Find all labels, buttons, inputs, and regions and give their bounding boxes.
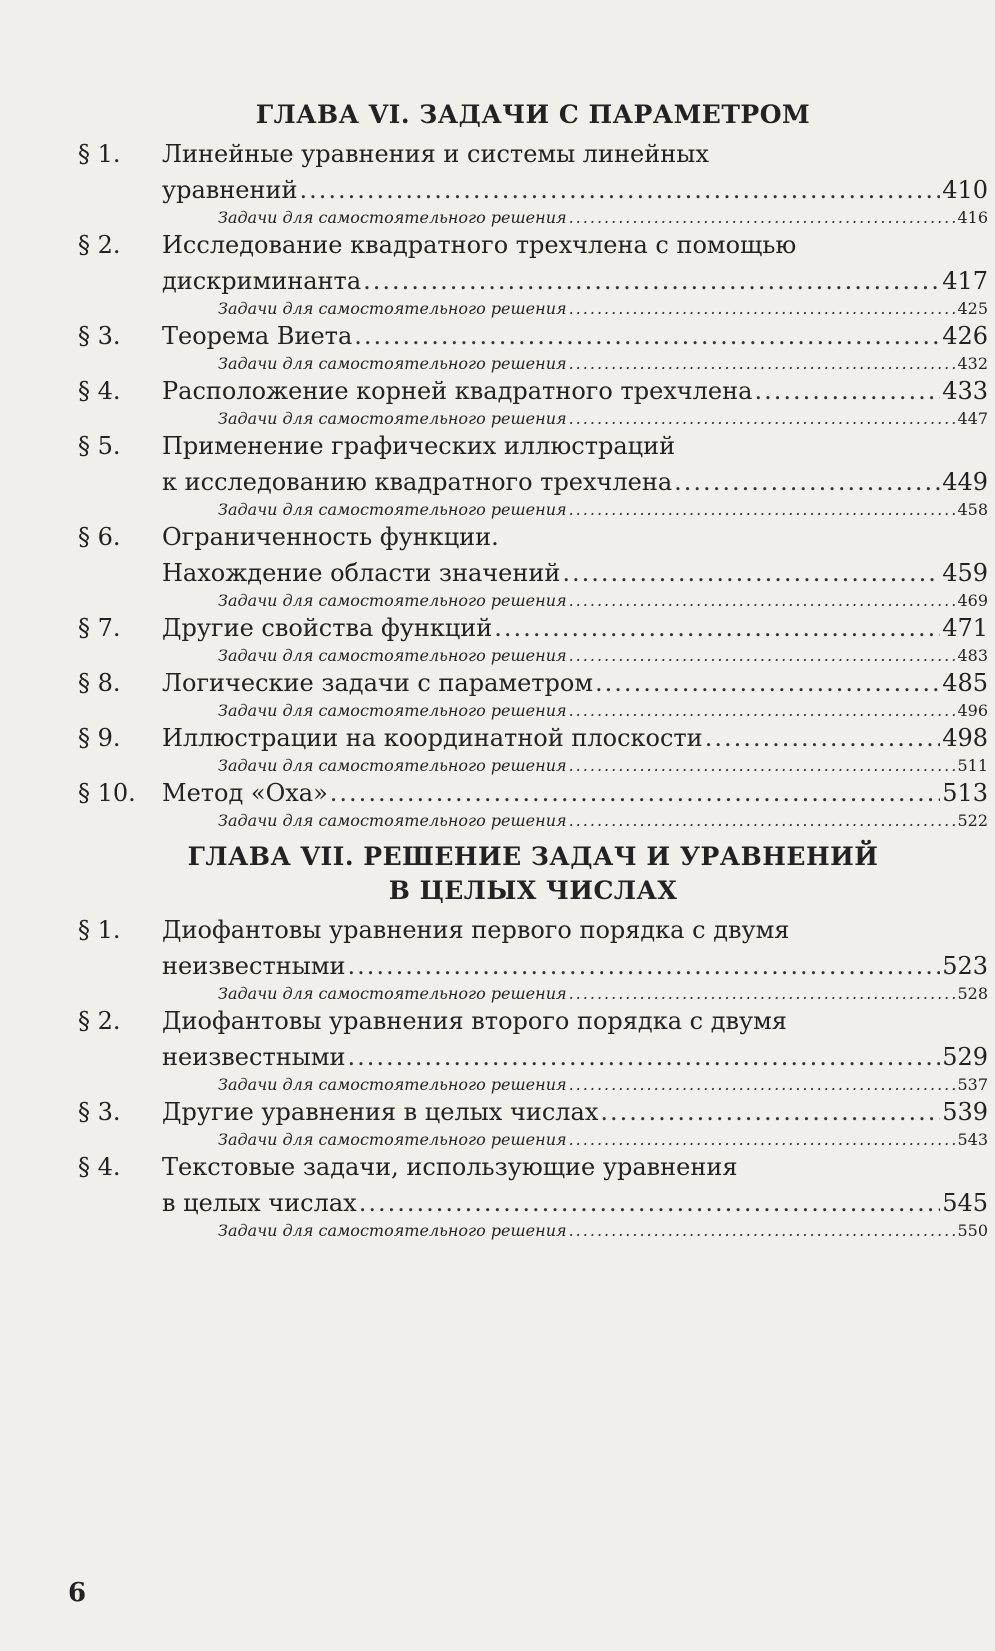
dot-leader [354, 318, 940, 354]
dot-leader [569, 984, 956, 1003]
page-ref: 471 [942, 614, 988, 642]
exercises-label: Задачи для самостоятельного решения [218, 756, 567, 775]
section-number: § 1. [78, 916, 121, 944]
page-ref: 511 [957, 756, 988, 775]
section-title-lead: Применение графических иллюстраций [162, 432, 676, 460]
page-ref: 432 [957, 354, 988, 373]
page-ref: 417 [942, 267, 988, 295]
page-ref: 528 [957, 984, 988, 1003]
exercises-entry [78, 984, 988, 1003]
exercises-entry [78, 811, 988, 830]
dot-leader [600, 1094, 940, 1130]
toc-entry-ch6-s5 [78, 428, 988, 500]
section-number: § 5. [78, 432, 121, 460]
section-number: § 1. [78, 140, 121, 168]
dot-leader [569, 1221, 956, 1240]
section-title: Другие уравнения в целых числах [162, 1098, 599, 1126]
page-ref: 469 [957, 591, 988, 610]
dot-leader [363, 263, 940, 299]
page-ref: 433 [942, 377, 988, 405]
section-title: Теорема Виета [162, 322, 353, 350]
dot-leader [347, 948, 940, 984]
section-title: дискриминанта [162, 267, 362, 295]
toc-entry-ch7-s3 [78, 1094, 988, 1130]
chapter-7-title [78, 840, 988, 908]
section-title: Расположение корней квадратного трехчлена [162, 377, 753, 405]
toc-entry-ch6-s4 [78, 373, 988, 409]
exercises-entry [78, 299, 988, 318]
page-ref: 545 [942, 1189, 988, 1217]
section-title-lead: Диофантовы уравнения первого порядка с двумя [162, 916, 790, 944]
section-title-lead: Ограниченность функции. [162, 523, 499, 551]
dot-leader [562, 555, 940, 591]
dot-leader [569, 591, 956, 610]
exercises-entry [78, 354, 988, 373]
exercises-label: Задачи для самостоятельного решения [218, 208, 567, 227]
dot-leader [754, 373, 940, 409]
section-title-lead: Исследование квадратного трехчлена с помощью [162, 231, 797, 259]
exercises-label: Задачи для самостоятельного решения [218, 1221, 567, 1240]
exercises-entry [78, 701, 988, 720]
toc-entry-ch6-s10 [78, 775, 988, 811]
page-ref: 496 [957, 701, 988, 720]
page-ref: 498 [942, 724, 988, 752]
page-ref: 537 [957, 1075, 988, 1094]
exercises-entry [78, 591, 988, 610]
exercises-entry [78, 756, 988, 775]
dot-leader [569, 701, 956, 720]
section-title: неизвестными [162, 952, 346, 980]
page-ref: 543 [957, 1130, 988, 1149]
section-number: § 6. [78, 523, 121, 551]
section-title: уравнений [162, 176, 298, 204]
section-number: § 7. [78, 614, 121, 642]
dot-leader [569, 354, 956, 373]
dot-leader [300, 172, 941, 208]
exercises-entry [78, 1221, 988, 1240]
dot-leader [569, 208, 956, 227]
exercises-entry [78, 208, 988, 227]
toc-entry-ch6-s2 [78, 227, 988, 299]
page-ref: 425 [957, 299, 988, 318]
section-title: Другие свойства функций [162, 614, 493, 642]
toc-entry-ch6-s1 [78, 136, 988, 208]
dot-leader [347, 1039, 940, 1075]
section-title: Иллюстрации на координатной плоскости [162, 724, 703, 752]
exercises-entry [78, 646, 988, 665]
exercises-entry [78, 500, 988, 519]
section-number: § 10. [78, 779, 136, 807]
dot-leader [569, 500, 956, 519]
dot-leader [569, 811, 956, 830]
exercises-label: Задачи для самостоятельного решения [218, 299, 567, 318]
page-ref: 459 [942, 559, 988, 587]
exercises-label: Задачи для самостоятельного решения [218, 984, 567, 1003]
dot-leader [705, 720, 941, 756]
dot-leader [569, 299, 956, 318]
toc-entry-ch7-s4 [78, 1149, 988, 1221]
exercises-label: Задачи для самостоятельного решения [218, 409, 567, 428]
dot-leader [494, 610, 940, 646]
dot-leader [569, 756, 956, 775]
page-ref: 513 [942, 779, 988, 807]
section-title: Метод «Оха» [162, 779, 328, 807]
section-title-lead: Текстовые задачи, использующие уравнения [162, 1153, 738, 1181]
section-number: § 3. [78, 1098, 121, 1126]
section-number: § 9. [78, 724, 121, 752]
page-ref: 416 [957, 208, 988, 227]
dot-leader [569, 646, 956, 665]
section-title: к исследованию квадратного трехчлена [162, 468, 673, 496]
table-of-contents [78, 98, 988, 1240]
exercises-entry [78, 1130, 988, 1149]
page-ref: 529 [942, 1043, 988, 1071]
exercises-label: Задачи для самостоятельного решения [218, 1075, 567, 1094]
dot-leader [359, 1185, 941, 1221]
dot-leader [569, 1075, 956, 1094]
exercises-entry [78, 409, 988, 428]
page-ref: 523 [942, 952, 988, 980]
section-number: § 3. [78, 322, 121, 350]
exercises-label: Задачи для самостоятельного решения [218, 701, 567, 720]
dot-leader [569, 409, 956, 428]
exercises-label: Задачи для самостоятельного решения [218, 354, 567, 373]
section-number: § 4. [78, 1153, 121, 1181]
page-ref: 426 [942, 322, 988, 350]
exercises-entry [78, 1075, 988, 1094]
page-ref: 539 [942, 1098, 988, 1126]
dot-leader [674, 464, 940, 500]
toc-entry-ch6-s6 [78, 519, 988, 591]
section-title: Нахождение области значений [162, 559, 561, 587]
page-number: 6 [68, 1578, 87, 1608]
section-number: § 2. [78, 1007, 121, 1035]
page-ref: 483 [957, 646, 988, 665]
page-ref: 550 [957, 1221, 988, 1240]
exercises-label: Задачи для самостоятельного решения [218, 500, 567, 519]
chapter-6-title: ГЛАВА VI. ЗАДАЧИ С ПАРАМЕТРОМ [255, 100, 811, 129]
toc-entry-ch7-s1 [78, 912, 988, 984]
section-number: § 8. [78, 669, 121, 697]
page-ref: 485 [942, 669, 988, 697]
page-ref: 458 [957, 500, 988, 519]
section-title-lead: Диофантовы уравнения второго порядка с двумя [162, 1007, 787, 1035]
toc-entry-ch6-s7 [78, 610, 988, 646]
toc-entry-ch6-s3 [78, 318, 988, 354]
page-ref: 522 [957, 811, 988, 830]
section-title: в целых числах [162, 1189, 357, 1217]
dot-leader [569, 1130, 956, 1149]
chapter-7-title-line-2: В ЦЕЛЫХ ЧИСЛАХ [388, 876, 678, 905]
section-number: § 2. [78, 231, 121, 259]
dot-leader [330, 775, 940, 811]
dot-leader [595, 665, 940, 701]
toc-entry-ch6-s9 [78, 720, 988, 756]
section-title: Логические задачи с параметром [162, 669, 594, 697]
exercises-label: Задачи для самостоятельного решения [218, 591, 567, 610]
toc-entry-ch6-s8 [78, 665, 988, 701]
toc-entry-ch7-s2 [78, 1003, 988, 1075]
exercises-label: Задачи для самостоятельного решения [218, 1130, 567, 1149]
section-number: § 4. [78, 377, 121, 405]
exercises-label: Задачи для самостоятельного решения [218, 811, 567, 830]
page-ref: 447 [957, 409, 988, 428]
exercises-label: Задачи для самостоятельного решения [218, 646, 567, 665]
section-title-lead: Линейные уравнения и системы линейных [162, 140, 709, 168]
chapter-7-title-line-1: ГЛАВА VII. РЕШЕНИЕ ЗАДАЧ И УРАВНЕНИЙ [187, 842, 879, 871]
page-ref: 449 [942, 468, 988, 496]
section-title: неизвестными [162, 1043, 346, 1071]
page-ref: 410 [942, 176, 988, 204]
